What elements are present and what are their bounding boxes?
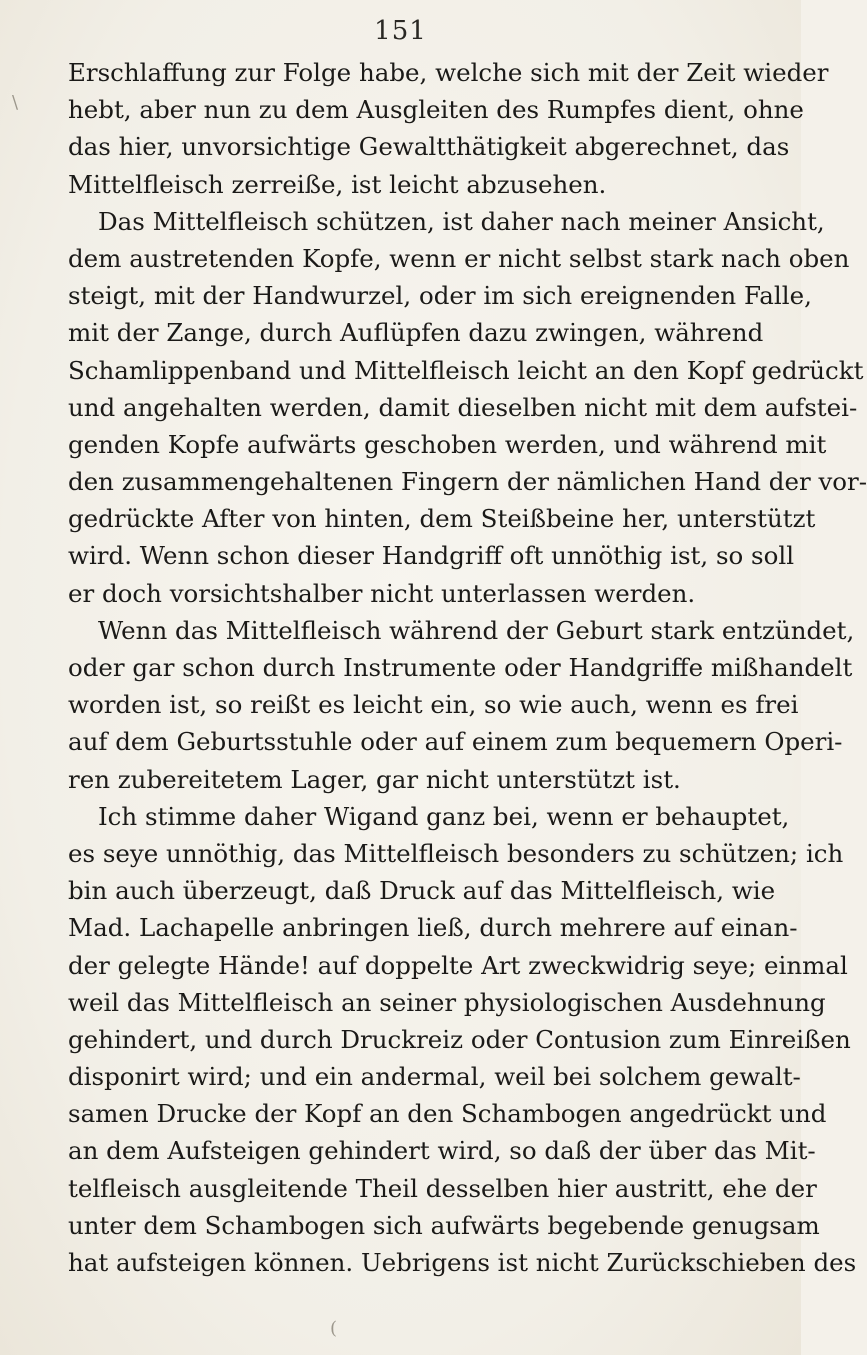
text-line: steigt, mit der Handwurzel, oder im sich ereignenden Falle, [68,281,812,311]
text-line: das hier, unvorsichtige Gewaltthätigkeit abgerechnet, das [68,132,790,162]
text-line: hebt, aber nun zu dem Ausgleiten des Rumpfes dient, ohne [68,95,804,125]
margin-mark: \ [12,92,19,113]
text-line: weil das Mittelfleisch an seiner physiologischen Ausdehnung [68,987,826,1017]
text-line: Mad. Lachapelle anbringen ließ, durch mehrere auf einan- [68,913,798,943]
text-line: Wenn das Mittelfleisch während der Geburt stark entzündet, [98,615,855,645]
text-line: der gelegte Hände! auf doppelte Art zweckwidrig seye; einmal [68,950,848,980]
text-line: worden ist, so reißt es leicht ein, so wie auch, wenn es frei [68,690,799,720]
body-text [68,54,867,1281]
text-line: telfleisch ausgleitende Theil desselben hier austritt, ehe der [68,1173,817,1203]
text-line: samen Drucke der Kopf an den Schambogen angedrückt und [68,1099,827,1129]
text-line: dem austretenden Kopfe, wenn er nicht selbst stark nach oben [68,243,850,273]
text-line: disponirt wird; und ein andermal, weil bei solchem gewalt- [68,1062,801,1092]
text-line: Schamlippenband und Mittelfleisch leicht an den Kopf gedrückt [68,355,864,385]
text-line: bin auch überzeugt, daß Druck auf das Mittelfleisch, wie [68,876,776,906]
text-line: gehindert, und durch Druckreiz oder Contusion zum Einreißen [68,1024,851,1054]
text-line: auf dem Geburtsstuhle oder auf einem zum bequemern Operi- [68,727,843,757]
text-line: unter dem Schambogen sich aufwärts begebende genugsam [68,1210,820,1240]
text-line: oder gar schon durch Instrumente oder Handgriffe mißhandelt [68,653,853,682]
text-line: an dem Aufsteigen gehindert wird, so daß der über das Mit- [68,1136,816,1166]
page-number: 151 [374,16,427,46]
text-line: und angehalten werden, damit dieselben nicht mit dem aufstei- [68,392,858,422]
text-line: Ich stimme daher Wigand ganz bei, wenn er behauptet, [98,801,790,831]
text-line: Mittelfleisch zerreiße, ist leicht abzusehen. [68,169,607,199]
text-line: genden Kopfe aufwärts geschoben werden, und während mit [68,429,827,459]
text-line: er doch vorsichtshalber nicht unterlassen werden. [68,578,696,608]
text-line: Erschlaffung zur Folge habe, welche sich mit der Zeit wieder [68,58,829,87]
text-line: es seye unnöthig, das Mittelfleisch besonders zu schützen; ich [68,838,844,868]
text-line: Das Mittelfleisch schützen, ist daher nach meiner Ansicht, [98,206,825,236]
text-line: wird. Wenn schon dieser Handgriff oft unnöthig ist, so soll [68,541,795,571]
text-line: gedrückte After von hinten, dem Steißbeine her, unterstützt [68,504,816,534]
text-line: ren zubereitetem Lager, gar nicht unterstützt ist. [68,764,681,794]
text-line: mit der Zange, durch Auflüpfen dazu zwingen, während [68,318,764,348]
text-line: den zusammengehaltenen Fingern der nämlichen Hand der vor- [68,467,867,497]
text-line: hat aufsteigen können. Uebrigens ist nicht Zurückschieben des [68,1248,857,1277]
margin-mark-bottom: ( [330,1318,338,1339]
